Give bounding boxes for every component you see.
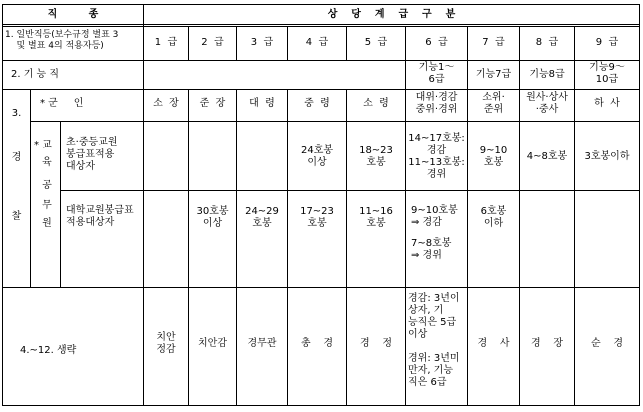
grade-header-3: 3 급	[250, 37, 274, 48]
univ-grade-2: 30호봉 이상	[196, 206, 229, 229]
border-right	[639, 4, 640, 406]
others-grade-6: 경감: 3년이 상자, 기 능직은 5급 이상 경위: 3년미 만자, 기능 직은 6급	[408, 293, 460, 388]
edu-label-char-3: 공	[42, 180, 52, 191]
grade-header-5: 5 급	[364, 37, 388, 48]
row-divider-school	[60, 190, 640, 191]
univ-grade-4: 17~23 호봉	[300, 206, 334, 229]
military-grade-1: 소 장	[153, 98, 179, 109]
col-divider-g4-g5-lower	[346, 89, 347, 406]
row-divider-military	[30, 121, 640, 122]
military-grade-9: 하 사	[594, 98, 620, 109]
others-grade-2: 치안감	[198, 338, 227, 349]
grade-header-2: 2 급	[201, 37, 224, 48]
col-divider-g2-g3-lower	[236, 89, 237, 406]
edu-label-char-2: 육	[42, 157, 52, 168]
grade-header-7: 7 급	[482, 37, 505, 48]
border-top	[2, 4, 640, 5]
grade-header-4: 4 급	[305, 37, 329, 48]
military-grade-6: 대위·경감 중위·경위	[415, 92, 458, 115]
police-number: 3.	[11, 108, 22, 119]
police-label-char-2: 찰	[11, 211, 22, 222]
military-label: * 군 인	[40, 98, 84, 109]
others-label: 4.~12. 생략	[20, 345, 77, 356]
grade-classification-header: 상 당 계 급 구 분	[327, 9, 456, 20]
col-divider-g1-g2-lower	[188, 89, 189, 406]
univ-grade-6-a: 9~10호봉 ⇒ 경감	[411, 205, 458, 228]
school-grade-4: 24호봉 이상	[300, 145, 334, 168]
row-divider-skilled	[2, 89, 640, 90]
skilled-grade-8: 기능8급	[529, 69, 565, 80]
others-grade-3: 경무관	[247, 338, 277, 349]
police-label-char-1: 경	[11, 152, 22, 163]
edu-bullet: *	[34, 140, 39, 151]
others-grade-4: 총 경	[300, 338, 334, 349]
school-grade-6: 14~17호봉: 경감 11~13호봉: 경위	[408, 133, 465, 180]
school-teacher-label: 초·중등교원 봉급표적용 대상자	[66, 137, 118, 172]
job-category-header: 직 종	[47, 9, 99, 20]
school-grade-9: 3호봉이하	[584, 151, 630, 162]
edu-label-char-5: 원	[42, 218, 52, 229]
others-grade-1: 치안 정감	[156, 332, 176, 355]
header-divider-double-b	[2, 26, 640, 27]
univ-grade-5: 11~16 호봉	[359, 206, 393, 229]
military-grade-8: 원사·상사 ·중사	[526, 92, 568, 115]
grade-header-9: 9 급	[595, 37, 619, 48]
col-divider-g3-g4-lower	[287, 89, 288, 406]
general-service-label: 1. 일반직등(보수규정 별표 3 및 별표 4의 적용자등)	[5, 30, 119, 51]
university-faculty-label: 대학교원봉급표 적용대상자	[66, 205, 134, 228]
school-grade-5: 18~23 호봉	[359, 145, 393, 168]
edu-label-char-4: 무	[42, 200, 52, 211]
grade-header-8: 8 급	[535, 37, 559, 48]
skilled-service-label: 2. 기 능 직	[11, 69, 60, 80]
header-divider-double-a	[2, 24, 640, 25]
military-grade-2: 준 장	[199, 98, 226, 109]
univ-grade-6-b: 7~8호봉 ⇒ 경위	[411, 238, 452, 261]
border-bottom	[2, 405, 640, 406]
col-divider-edu	[60, 121, 61, 288]
border-left	[2, 4, 3, 406]
grade-header-1: 1 급	[154, 37, 178, 48]
grade-header-6: 6 급	[425, 37, 448, 48]
military-grade-4: 중 령	[304, 98, 330, 109]
others-grade-5: 경 정	[359, 338, 393, 349]
skilled-grade-7: 기능7급	[475, 69, 512, 80]
military-grade-3: 대 령	[249, 98, 275, 109]
others-grade-9: 순 경	[590, 338, 624, 349]
skilled-grade-9: 기능9～ 10급	[589, 62, 625, 85]
edu-label-char-1: 교	[42, 140, 52, 151]
military-grade-7: 소위· 준위	[482, 92, 505, 115]
school-grade-7: 9~10 호봉	[479, 145, 508, 168]
military-grade-5: 소 령	[363, 98, 389, 109]
skilled-grade-6: 기능1～ 6급	[418, 62, 455, 85]
univ-grade-3: 24~29 호봉	[245, 206, 279, 229]
row-divider-general	[2, 60, 640, 61]
others-grade-7: 경 사	[477, 338, 510, 349]
col-divider-police	[30, 89, 31, 288]
school-grade-8: 4~8호봉	[526, 151, 568, 162]
univ-grade-7: 6호봉 이하	[480, 206, 507, 229]
others-grade-8: 경 장	[530, 338, 564, 349]
row-divider-univ	[2, 287, 640, 288]
